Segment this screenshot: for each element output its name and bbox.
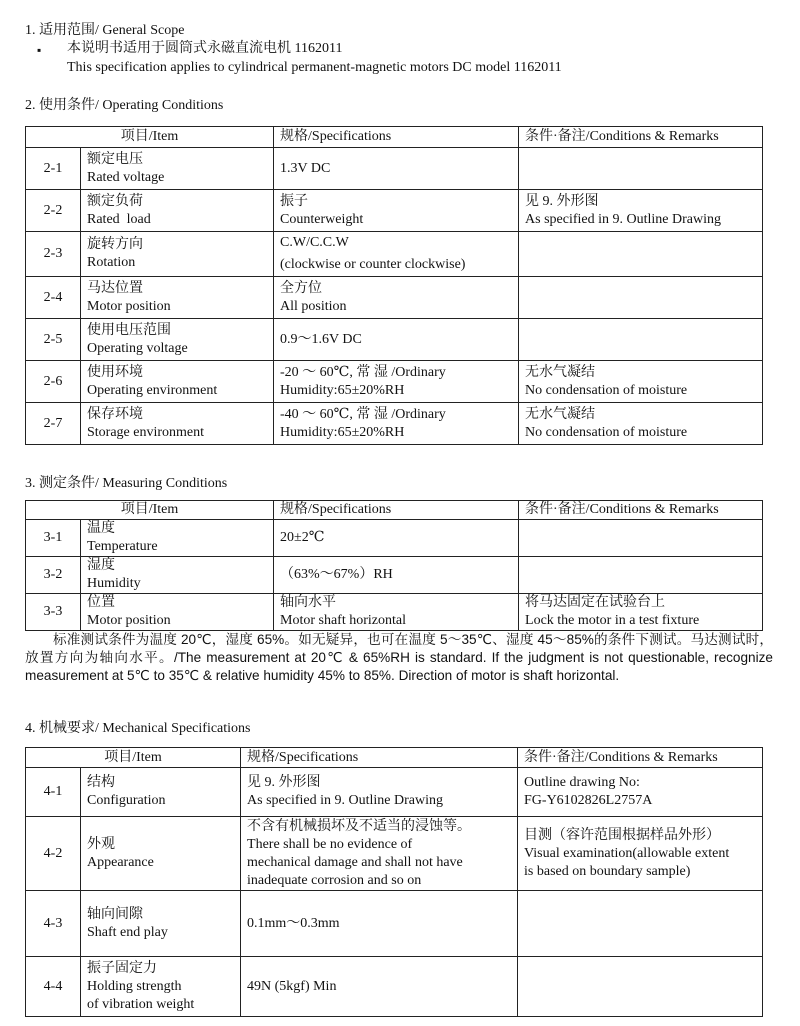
spec-cell bbox=[241, 817, 518, 891]
spec-line: (clockwise or counter clockwise) bbox=[280, 257, 466, 272]
table-row bbox=[26, 520, 763, 557]
section3-heading: 3. 测定条件/ Measuring Conditions bbox=[25, 476, 228, 491]
spec-line: mechanical damage and shall not have bbox=[247, 854, 463, 870]
table-row bbox=[26, 957, 763, 1017]
item-cell bbox=[81, 957, 241, 1017]
row-number: 3-3 bbox=[26, 594, 81, 631]
item-cell bbox=[81, 817, 241, 891]
table-header-row bbox=[26, 748, 763, 768]
table-header-row bbox=[26, 501, 763, 520]
table-row bbox=[26, 148, 763, 190]
item-cell bbox=[81, 277, 274, 319]
table-row bbox=[26, 232, 763, 277]
remark-line: 将马达固定在试验台上 bbox=[525, 595, 666, 610]
mechanical-specifications-table bbox=[25, 747, 763, 1017]
header-spec: 规格/Specifications bbox=[241, 748, 518, 768]
section2-heading: 2. 使用条件/ Operating Conditions bbox=[25, 98, 224, 113]
spec-cell bbox=[274, 148, 519, 190]
item-cn: 位置 bbox=[87, 595, 115, 610]
item-cell bbox=[81, 190, 274, 232]
spec-line: -40 ～ 60℃, 常 湿 /Ordinary bbox=[280, 406, 446, 422]
item-en: of vibration weight bbox=[87, 996, 195, 1012]
item-cell bbox=[81, 148, 274, 190]
header-spec: 规格/Specifications bbox=[274, 127, 519, 148]
spec-cell bbox=[274, 557, 519, 594]
header-remarks: 条件·备注/Conditions & Remarks bbox=[518, 748, 763, 768]
header-remarks: 条件·备注/Conditions & Remarks bbox=[519, 501, 763, 520]
item-cell bbox=[81, 594, 274, 631]
spec-cell bbox=[274, 277, 519, 319]
row-number: 2-2 bbox=[26, 190, 81, 232]
item-cn: 轴向间隙 bbox=[87, 906, 143, 922]
item-cn: 保存环境 bbox=[87, 406, 143, 422]
spec-line: （63%～67%）RH bbox=[280, 567, 393, 582]
item-en: Holding strength bbox=[87, 978, 182, 994]
remark-line: FG-Y6102826L2757A bbox=[524, 793, 653, 808]
item-en: Motor position bbox=[87, 298, 171, 314]
item-cn: 马达位置 bbox=[87, 280, 143, 296]
section1-heading: 1. 适用范围/ General Scope bbox=[25, 23, 185, 38]
remarks-cell bbox=[519, 557, 763, 594]
spec-line: 不含有机械损坏及不适当的浸蚀等。 bbox=[247, 818, 472, 834]
table-row bbox=[26, 891, 763, 957]
measuring-note: 标准测试条件为温度 20℃，湿度 65%。如无疑异，也可在温度 5～35℃、湿度 45～85%的条件下测试。马达测试时，放置方向为轴向水平。/The measurement at 20℃ & 65%RH is standard. If the judgment is not questionable, recognize measurement at 5℃ to 35℃ & relative humidity 45% to 85%. Direction of motor is shaft horizontal. bbox=[25, 632, 773, 683]
item-en: Temperature bbox=[87, 539, 158, 554]
remarks-cell bbox=[519, 232, 763, 277]
row-number: 2-5 bbox=[26, 319, 81, 361]
row-number: 2-7 bbox=[26, 403, 81, 445]
table-row bbox=[26, 768, 763, 817]
item-en: Appearance bbox=[87, 854, 154, 870]
remarks-cell bbox=[519, 520, 763, 557]
table-row bbox=[26, 557, 763, 594]
spec-line: inadequate corrosion and so on bbox=[247, 872, 422, 888]
spec-line: 0.1mm～0.3mm bbox=[247, 915, 340, 931]
item-cn: 温度 bbox=[87, 521, 115, 536]
header-item: 项目/Item bbox=[26, 127, 274, 148]
table-row bbox=[26, 277, 763, 319]
item-cell bbox=[81, 319, 274, 361]
header-item: 项目/Item bbox=[26, 501, 274, 520]
item-cn: 使用环境 bbox=[87, 364, 143, 380]
remark-line: 见 9. 外形图 bbox=[525, 193, 599, 209]
item-en: Rotation bbox=[87, 255, 136, 270]
remark-line: Lock the motor in a test fixture bbox=[525, 613, 700, 628]
remarks-cell bbox=[519, 148, 763, 190]
spec-line: Humidity:65±20%RH bbox=[280, 424, 405, 440]
spec-line: 0.9～1.6V DC bbox=[280, 331, 362, 347]
spec-line: 见 9. 外形图 bbox=[247, 775, 321, 790]
item-en: Rated voltage bbox=[87, 169, 165, 185]
table-header-row bbox=[26, 127, 763, 148]
row-number: 4-3 bbox=[26, 891, 81, 957]
item-cn: 振子固定力 bbox=[87, 960, 157, 976]
header-item: 项目/Item bbox=[26, 748, 241, 768]
item-cn: 结构 bbox=[87, 775, 115, 790]
remarks-cell bbox=[518, 891, 763, 957]
remark-line: No condensation of moisture bbox=[525, 382, 688, 398]
measuring-conditions-table bbox=[25, 500, 763, 631]
spec-line: All position bbox=[280, 298, 347, 314]
table-row bbox=[26, 361, 763, 403]
item-en: Motor position bbox=[87, 613, 171, 628]
remark-line: Visual examination(allowable extent bbox=[524, 845, 730, 861]
item-en: Humidity bbox=[87, 576, 141, 591]
item-cn: 额定负荷 bbox=[87, 193, 143, 209]
header-remarks: 条件·备注/Conditions & Remarks bbox=[519, 127, 763, 148]
item-en: Operating environment bbox=[87, 382, 218, 398]
remarks-cell bbox=[519, 594, 763, 631]
spec-line: Humidity:65±20%RH bbox=[280, 382, 405, 398]
table-row bbox=[26, 403, 763, 445]
item-cn: 旋转方向 bbox=[87, 237, 143, 252]
item-cell bbox=[81, 557, 274, 594]
row-number: 4-4 bbox=[26, 957, 81, 1017]
spec-cell bbox=[274, 232, 519, 277]
spec-cell bbox=[274, 403, 519, 445]
item-cell bbox=[81, 768, 241, 817]
table-row bbox=[26, 190, 763, 232]
row-number: 2-6 bbox=[26, 361, 81, 403]
scope-line-cn: 本说明书适用于圆筒式永磁直流电机 1162011 bbox=[67, 41, 343, 56]
spec-cell bbox=[241, 957, 518, 1017]
item-cell bbox=[81, 361, 274, 403]
remark-line: is based on boundary sample) bbox=[524, 863, 691, 879]
table-row bbox=[26, 817, 763, 891]
row-number: 4-2 bbox=[26, 817, 81, 891]
item-en: Rated load bbox=[87, 211, 151, 227]
remarks-cell bbox=[518, 768, 763, 817]
spec-cell bbox=[274, 319, 519, 361]
spec-line: 49N (5kgf) Min bbox=[247, 978, 337, 994]
remarks-cell bbox=[519, 403, 763, 445]
spec-cell bbox=[241, 768, 518, 817]
row-number: 2-1 bbox=[26, 148, 81, 190]
row-number: 3-2 bbox=[26, 557, 81, 594]
table-row bbox=[26, 319, 763, 361]
spec-line: -20 ～ 60℃, 常 湿 /Ordinary bbox=[280, 364, 446, 380]
row-number: 4-1 bbox=[26, 768, 81, 817]
spec-line: As specified in 9. Outline Drawing bbox=[247, 793, 443, 808]
item-cell bbox=[81, 403, 274, 445]
remarks-cell bbox=[519, 361, 763, 403]
row-number: 2-3 bbox=[26, 232, 81, 277]
spec-line: Counterweight bbox=[280, 211, 364, 227]
remark-line: Outline drawing No: bbox=[524, 775, 640, 790]
item-en: Storage environment bbox=[87, 424, 205, 440]
item-cell bbox=[81, 232, 274, 277]
scope-line-en: This specification applies to cylindrical permanent-magnetic motors DC model 1162011 bbox=[67, 60, 562, 75]
remark-line: 目测（容许范围根据样品外形） bbox=[524, 827, 721, 843]
item-cn: 额定电压 bbox=[87, 151, 143, 167]
remark-line: 无水气凝结 bbox=[525, 364, 596, 380]
spec-line: 1.3V DC bbox=[280, 160, 331, 176]
spec-line: There shall be no evidence of bbox=[247, 836, 413, 852]
bullet-icon: ▪ bbox=[37, 43, 42, 57]
item-cn: 湿度 bbox=[87, 558, 115, 573]
remark-line: 无水气凝结 bbox=[525, 406, 596, 422]
remarks-cell bbox=[518, 817, 763, 891]
item-cn: 使用电压范围 bbox=[87, 322, 171, 338]
spec-line: 20±2℃ bbox=[280, 530, 325, 545]
section4-heading: 4. 机械要求/ Mechanical Specifications bbox=[25, 721, 251, 736]
item-en: Operating voltage bbox=[87, 340, 188, 356]
spec-line: 振子 bbox=[280, 193, 309, 209]
remarks-cell bbox=[518, 957, 763, 1017]
spec-line: 全方位 bbox=[280, 280, 323, 296]
remarks-cell bbox=[519, 277, 763, 319]
item-cell bbox=[81, 891, 241, 957]
spec-cell bbox=[274, 520, 519, 557]
remark-line: As specified in 9. Outline Drawing bbox=[525, 211, 721, 227]
spec-cell bbox=[274, 361, 519, 403]
row-number: 3-1 bbox=[26, 520, 81, 557]
spec-line: Motor shaft horizontal bbox=[280, 613, 406, 628]
row-number: 2-4 bbox=[26, 277, 81, 319]
item-cell bbox=[81, 520, 274, 557]
item-cn: 外观 bbox=[87, 836, 115, 852]
spec-cell bbox=[241, 891, 518, 957]
remarks-cell bbox=[519, 319, 763, 361]
remarks-cell bbox=[519, 190, 763, 232]
item-en: Shaft end play bbox=[87, 924, 168, 940]
spec-line: 轴向水平 bbox=[280, 595, 337, 610]
table-row bbox=[26, 594, 763, 631]
spec-cell bbox=[274, 190, 519, 232]
header-spec: 规格/Specifications bbox=[274, 501, 519, 520]
spec-cell bbox=[274, 594, 519, 631]
item-en: Configuration bbox=[87, 793, 166, 808]
operating-conditions-table bbox=[25, 126, 763, 445]
remark-line: No condensation of moisture bbox=[525, 424, 688, 440]
spec-line: C.W/C.C.W bbox=[280, 235, 349, 250]
